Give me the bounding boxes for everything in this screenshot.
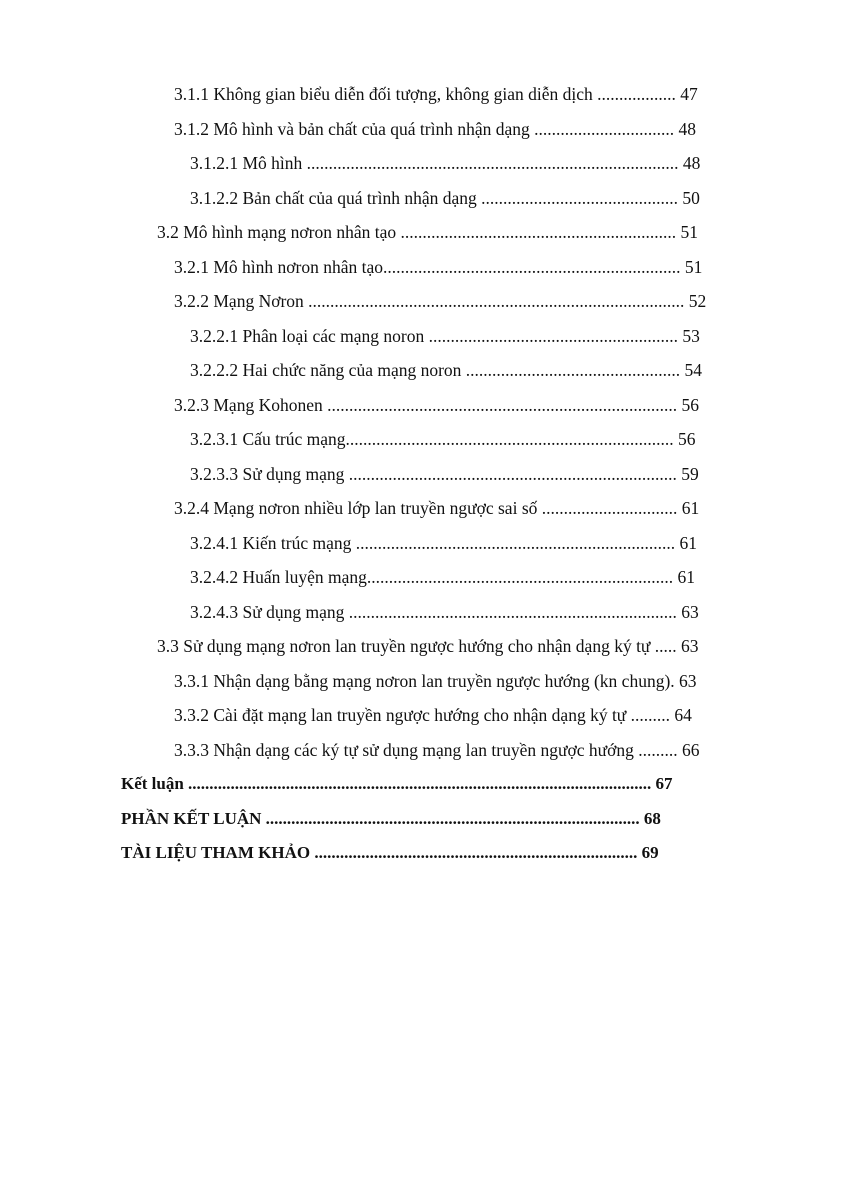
toc-entry-3-2-4[interactable] (0, 493, 848, 528)
toc-entry-3-3-3[interactable] (0, 735, 848, 770)
toc-entry-3-2-3-1[interactable] (0, 424, 848, 459)
toc-entry-text: 3.2.2.1 Phân loại các mạng noron ......................................................... 53 (190, 325, 700, 346)
toc-entry-text: 3.3.1 Nhận dạng bằng mạng nơron lan truyền ngược hướng (kn chung). 63 (174, 670, 697, 691)
toc-entry-text: 3.2.3.1 Cấu trúc mạng........................................................................... 56 (190, 429, 696, 449)
toc-entry-3-2-1[interactable] (0, 252, 848, 287)
toc-entry-text: 3.2.3 Mạng Kohonen ................................................................................ 56 (174, 394, 699, 415)
toc-entry-text: 3.1.2.1 Mô hình ..................................................................................... 48 (190, 153, 701, 173)
toc-entry-3-2-4-1[interactable] (0, 528, 848, 563)
toc-entry-3-2-4-2[interactable] (0, 562, 848, 597)
toc-entry-3-3-2[interactable] (0, 700, 848, 735)
toc-entry-text: 3.2.2 Mạng Nơron ...................................................................................... 52 (174, 291, 707, 311)
toc-entry-3-1-2-1[interactable] (0, 148, 848, 183)
toc-entry-text: 3.1.1 Không gian biểu diễn đối tượng, không gian diễn dịch .................. 47 (174, 84, 698, 104)
toc-entry-3-2-2-1[interactable] (0, 321, 848, 356)
toc-entry-text: 3.2.1 Mô hình nơron nhân tạo.................................................................... 51 (174, 256, 703, 277)
toc-entry-text: 3.2.4.3 Sử dụng mạng ........................................................................... 63 (190, 601, 699, 622)
toc-entry-3-1-2[interactable] (0, 114, 848, 149)
toc-entry-3-3-1[interactable] (0, 666, 848, 701)
toc-entry-text: Kết luận ............................................................................................................. 67 (121, 774, 673, 793)
toc-entry-3-2[interactable] (0, 217, 848, 252)
toc-entry-text: 3.3 Sử dụng mạng nơron lan truyền ngược hướng cho nhận dạng ký tự ..... 63 (157, 636, 699, 656)
toc-entry-text: 3.2.4 Mạng nơron nhiều lớp lan truyền ngược sai số ............................... 61 (174, 498, 700, 518)
toc-entry-text: 3.2.4.2 Huấn luyện mạng...................................................................... 61 (190, 567, 696, 587)
toc-entry-text: PHẦN KẾT LUẬN ........................................................................................ 68 (121, 808, 661, 828)
toc-entry-3-2-4-3[interactable] (0, 597, 848, 632)
toc-entry-3-1-1[interactable] (0, 79, 848, 114)
toc-entry-text: 3.1.2.2 Bản chất của quá trình nhận dạng ............................................. 50 (190, 187, 700, 208)
toc-entry-3-2-3[interactable] (0, 390, 848, 425)
toc-entry-text: 3.2 Mô hình mạng nơron nhân tạo ............................................................... 51 (157, 222, 699, 242)
table-of-contents (0, 79, 848, 873)
toc-entry-3-2-2[interactable] (0, 286, 848, 321)
toc-entry-text: 3.3.3 Nhận dạng các ký tự sử dụng mạng lan truyền ngược hướng ......... 66 (174, 739, 700, 760)
toc-entry-tai-lieu-tham-khao[interactable] (0, 838, 848, 873)
toc-entry-3-1-2-2[interactable] (0, 183, 848, 218)
toc-entry-text: 3.2.3.3 Sử dụng mạng ........................................................................... 59 (190, 463, 699, 484)
toc-entry-ket-luan[interactable] (0, 769, 848, 804)
toc-entry-text: 3.1.2 Mô hình và bản chất của quá trình nhận dạng ................................ 48 (174, 118, 696, 139)
toc-entry-text: 3.2.2.2 Hai chức năng của mạng noron ................................................. 54 (190, 360, 703, 380)
toc-entry-text: 3.3.2 Cài đặt mạng lan truyền ngược hướng cho nhận dạng ký tự ......... 64 (174, 705, 692, 725)
toc-entry-phan-ket-luan[interactable] (0, 804, 848, 839)
toc-entry-3-2-3-3[interactable] (0, 459, 848, 494)
toc-entry-text: TÀI LIỆU THAM KHẢO ............................................................................ 69 (121, 843, 659, 862)
toc-entry-3-3[interactable] (0, 631, 848, 666)
toc-entry-text: 3.2.4.1 Kiến trúc mạng ......................................................................... 61 (190, 532, 697, 553)
toc-entry-3-2-2-2[interactable] (0, 355, 848, 390)
